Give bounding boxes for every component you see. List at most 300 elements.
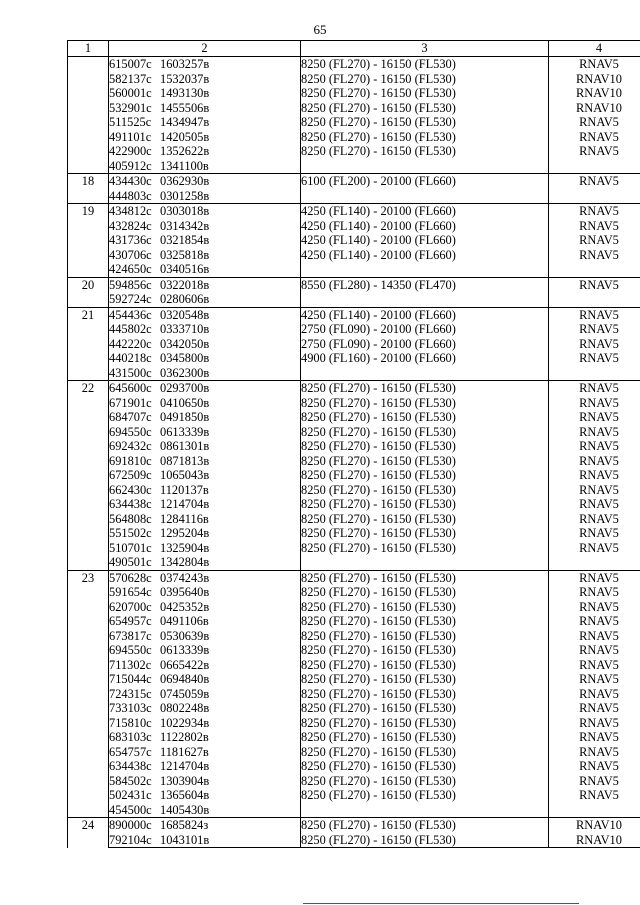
longitude: 1342804в bbox=[160, 555, 210, 569]
coordinates-cell bbox=[109, 233, 301, 248]
flight-levels: 8250 (FL270) - 16150 (FL530) bbox=[301, 130, 549, 145]
coordinates-cell bbox=[109, 262, 301, 277]
navigation-spec: RNAV5 bbox=[549, 643, 640, 658]
flight-levels: 8250 (FL270) - 16150 (FL530) bbox=[301, 643, 549, 658]
table-row bbox=[68, 410, 640, 425]
table-row bbox=[68, 292, 640, 307]
latitude: 671901с bbox=[109, 395, 152, 410]
flight-levels: 8250 (FL270) - 16150 (FL530) bbox=[301, 730, 549, 745]
column-header-3: 3 bbox=[301, 41, 549, 57]
flight-levels: 2750 (FL090) - 20100 (FL660) bbox=[301, 337, 549, 352]
column-header-4: 4 bbox=[549, 41, 640, 57]
latitude: 454436с bbox=[109, 307, 152, 322]
latitude: 634438с bbox=[109, 497, 152, 511]
latitude: 672509с bbox=[109, 468, 152, 482]
latitude: 432824с bbox=[109, 218, 152, 233]
latitude: 645600с bbox=[109, 381, 152, 395]
table-row bbox=[68, 526, 640, 541]
navigation-spec bbox=[549, 366, 640, 381]
longitude: 0293700в bbox=[160, 381, 210, 395]
route-number: 21 bbox=[68, 307, 109, 381]
navigation-spec: RNAV5 bbox=[549, 774, 640, 789]
flight-levels: 8250 (FL270) - 16150 (FL530) bbox=[301, 759, 549, 774]
longitude: 0342050в bbox=[160, 336, 210, 351]
latitude: 570628с bbox=[109, 570, 152, 585]
flight-levels: 8250 (FL270) - 16150 (FL530) bbox=[301, 483, 549, 498]
coordinates-cell bbox=[109, 307, 301, 322]
longitude: 1043101в bbox=[160, 832, 210, 847]
longitude: 0333710в bbox=[160, 322, 210, 336]
latitude: 510701с bbox=[109, 540, 152, 555]
coordinates-cell bbox=[109, 600, 301, 615]
longitude: 0314342в bbox=[160, 218, 210, 233]
flight-levels: 8250 (FL270) - 16150 (FL530) bbox=[301, 600, 549, 615]
navigation-spec: RNAV5 bbox=[549, 219, 640, 234]
navigation-spec: RNAV5 bbox=[549, 629, 640, 644]
table-body bbox=[68, 57, 640, 848]
navigation-spec bbox=[549, 262, 640, 277]
coordinates-cell bbox=[109, 381, 301, 396]
coordinates-cell bbox=[109, 439, 301, 454]
longitude: 1434947в bbox=[160, 115, 210, 129]
navigation-spec: RNAV10 bbox=[549, 833, 640, 848]
table-row bbox=[68, 483, 640, 498]
navigation-spec: RNAV5 bbox=[549, 570, 640, 585]
table-row bbox=[68, 101, 640, 116]
table-row bbox=[68, 381, 640, 396]
latitude: 560001с bbox=[109, 86, 152, 100]
navigation-spec: RNAV5 bbox=[549, 468, 640, 483]
table-row bbox=[68, 351, 640, 366]
longitude: 0861301в bbox=[160, 439, 210, 453]
flight-levels: 8250 (FL270) - 16150 (FL530) bbox=[301, 396, 549, 411]
coordinates-cell bbox=[109, 366, 301, 381]
navigation-spec: RNAV5 bbox=[549, 745, 640, 760]
latitude: 511525с bbox=[109, 115, 152, 129]
coordinates-cell bbox=[109, 86, 301, 101]
table-row bbox=[68, 262, 640, 277]
table-row bbox=[68, 512, 640, 527]
flight-levels: 8250 (FL270) - 16150 (FL530) bbox=[301, 144, 549, 159]
latitude: 592724с bbox=[109, 292, 152, 306]
table-row bbox=[68, 745, 640, 760]
flight-levels: 8250 (FL270) - 16150 (FL530) bbox=[301, 381, 549, 396]
longitude: 1295204в bbox=[160, 526, 210, 540]
longitude: 1120137в bbox=[160, 482, 209, 497]
navigation-spec: RNAV5 bbox=[549, 144, 640, 159]
navigation-spec bbox=[549, 803, 640, 818]
latitude: 715044с bbox=[109, 672, 152, 686]
latitude: 634438с bbox=[109, 759, 152, 773]
longitude: 0340516в bbox=[160, 262, 210, 276]
latitude: 615007с bbox=[109, 57, 152, 71]
longitude: 1420505в bbox=[160, 129, 210, 144]
flight-levels: 8250 (FL270) - 16150 (FL530) bbox=[301, 72, 549, 87]
longitude: 0374243в bbox=[160, 570, 210, 585]
latitude: 551502с bbox=[109, 526, 152, 540]
coordinates-cell bbox=[109, 410, 301, 425]
navigation-spec: RNAV5 bbox=[549, 115, 640, 130]
latitude: 440218с bbox=[109, 351, 152, 365]
coordinates-cell bbox=[109, 614, 301, 629]
coordinates-cell bbox=[109, 643, 301, 658]
latitude: 430706с bbox=[109, 247, 152, 262]
longitude: 0425352в bbox=[160, 599, 210, 614]
longitude: 0745059в bbox=[160, 686, 210, 701]
navigation-spec: RNAV5 bbox=[549, 130, 640, 145]
latitude: 422900с bbox=[109, 144, 152, 158]
longitude: 0410650в bbox=[160, 395, 210, 410]
flight-levels: 8250 (FL270) - 16150 (FL530) bbox=[301, 672, 549, 687]
navigation-spec: RNAV5 bbox=[549, 277, 640, 292]
navigation-spec: RNAV5 bbox=[549, 716, 640, 731]
navigation-spec: RNAV5 bbox=[549, 614, 640, 629]
navigation-spec: RNAV5 bbox=[549, 204, 640, 219]
latitude: 673817с bbox=[109, 628, 152, 643]
navigation-spec bbox=[549, 189, 640, 204]
flight-levels: 8250 (FL270) - 16150 (FL530) bbox=[301, 745, 549, 760]
table-row bbox=[68, 159, 640, 174]
coordinates-cell bbox=[109, 687, 301, 702]
flight-levels: 8250 (FL270) - 16150 (FL530) bbox=[301, 86, 549, 101]
coordinates-cell bbox=[109, 189, 301, 204]
route-number: 24 bbox=[68, 818, 109, 848]
table-row bbox=[68, 144, 640, 159]
coordinates-cell bbox=[109, 716, 301, 731]
table-row bbox=[68, 189, 640, 204]
latitude: 454500с bbox=[109, 802, 152, 817]
longitude: 0280606в bbox=[160, 292, 210, 306]
route-number: 22 bbox=[68, 381, 109, 571]
coordinates-cell bbox=[109, 570, 301, 585]
flight-levels: 4250 (FL140) - 20100 (FL660) bbox=[301, 307, 549, 322]
flight-levels: 8250 (FL270) - 16150 (FL530) bbox=[301, 101, 549, 116]
longitude: 0325818в bbox=[160, 247, 210, 262]
navigation-spec: RNAV5 bbox=[549, 454, 640, 469]
flight-levels: 4250 (FL140) - 20100 (FL660) bbox=[301, 233, 549, 248]
navigation-spec: RNAV5 bbox=[549, 759, 640, 774]
longitude: 0362930в bbox=[160, 174, 210, 188]
latitude: 662430с bbox=[109, 482, 152, 497]
latitude: 594856с bbox=[109, 277, 152, 292]
table-row bbox=[68, 277, 640, 292]
longitude: 1325904в bbox=[160, 540, 210, 555]
page-number: 65 bbox=[313, 22, 327, 37]
flight-levels: 8250 (FL270) - 16150 (FL530) bbox=[301, 614, 549, 629]
coordinates-cell bbox=[109, 658, 301, 673]
flight-levels: 8250 (FL270) - 16150 (FL530) bbox=[301, 658, 549, 673]
latitude: 564808с bbox=[109, 511, 152, 526]
navigation-spec: RNAV5 bbox=[549, 701, 640, 716]
flight-levels: 6100 (FL200) - 20100 (FL660) bbox=[301, 174, 549, 189]
coordinates-cell bbox=[109, 701, 301, 716]
coordinates-cell bbox=[109, 159, 301, 174]
table-row bbox=[68, 248, 640, 263]
navigation-spec: RNAV5 bbox=[549, 307, 640, 322]
navigation-spec bbox=[549, 159, 640, 174]
coordinates-cell bbox=[109, 337, 301, 352]
longitude: 1214704в bbox=[160, 497, 210, 511]
coordinates-cell bbox=[109, 351, 301, 366]
coordinates-cell bbox=[109, 818, 301, 833]
table-row bbox=[68, 130, 640, 145]
coordinates-cell bbox=[109, 57, 301, 72]
latitude: 502431с bbox=[109, 788, 152, 802]
table-row bbox=[68, 833, 640, 848]
coordinates-cell bbox=[109, 468, 301, 483]
flight-levels bbox=[301, 366, 549, 381]
coordinates-cell bbox=[109, 585, 301, 600]
table-row bbox=[68, 643, 640, 658]
latitude: 444803с bbox=[109, 188, 152, 203]
longitude: 0491106в bbox=[160, 614, 209, 628]
longitude: 1365604в bbox=[160, 788, 210, 802]
navigation-spec: RNAV5 bbox=[549, 788, 640, 803]
table-row bbox=[68, 687, 640, 702]
table-row bbox=[68, 541, 640, 556]
flight-levels: 8250 (FL270) - 16150 (FL530) bbox=[301, 701, 549, 716]
route-number: 18 bbox=[68, 174, 109, 204]
table-row bbox=[68, 803, 640, 818]
table-row bbox=[68, 658, 640, 673]
navigation-spec: RNAV5 bbox=[549, 233, 640, 248]
navigation-spec: RNAV5 bbox=[549, 687, 640, 702]
table-row bbox=[68, 86, 640, 101]
table-row bbox=[68, 788, 640, 803]
flight-levels: 2750 (FL090) - 20100 (FL660) bbox=[301, 322, 549, 337]
table-row bbox=[68, 730, 640, 745]
table-row bbox=[68, 322, 640, 337]
longitude: 0694840в bbox=[160, 672, 210, 686]
latitude: 532901с bbox=[109, 100, 152, 115]
longitude: 0303018в bbox=[160, 204, 210, 218]
longitude: 1603257в bbox=[160, 57, 210, 71]
longitude: 1214704в bbox=[160, 759, 210, 773]
table-row bbox=[68, 555, 640, 570]
coordinates-cell bbox=[109, 759, 301, 774]
table-row bbox=[68, 774, 640, 789]
flight-levels: 4250 (FL140) - 20100 (FL660) bbox=[301, 219, 549, 234]
flight-levels: 8250 (FL270) - 16150 (FL530) bbox=[301, 115, 549, 130]
navigation-spec: RNAV5 bbox=[549, 396, 640, 411]
coordinates-cell bbox=[109, 115, 301, 130]
navigation-spec: RNAV5 bbox=[549, 526, 640, 541]
table-row bbox=[68, 672, 640, 687]
coordinates-cell bbox=[109, 833, 301, 848]
latitude: 724315с bbox=[109, 686, 152, 701]
flight-levels bbox=[301, 803, 549, 818]
table-row bbox=[68, 570, 640, 585]
footer-divider bbox=[303, 903, 579, 904]
table-row bbox=[68, 468, 640, 483]
latitude: 490501с bbox=[109, 555, 152, 569]
flight-levels: 8250 (FL270) - 16150 (FL530) bbox=[301, 687, 549, 702]
flight-levels bbox=[301, 159, 549, 174]
table-row bbox=[68, 307, 640, 322]
coordinates-cell bbox=[109, 774, 301, 789]
navigation-spec: RNAV5 bbox=[549, 585, 640, 600]
longitude: 1122802в bbox=[160, 730, 209, 744]
table-row bbox=[68, 585, 640, 600]
column-header-1: 1 bbox=[68, 41, 109, 57]
table-row bbox=[68, 204, 640, 219]
longitude: 0395640в bbox=[160, 585, 210, 599]
flight-levels: 8250 (FL270) - 16150 (FL530) bbox=[301, 788, 549, 803]
flight-levels: 8250 (FL270) - 16150 (FL530) bbox=[301, 541, 549, 556]
coordinates-cell bbox=[109, 425, 301, 440]
navigation-spec: RNAV10 bbox=[549, 86, 640, 101]
flight-levels bbox=[301, 555, 549, 570]
latitude: 442220с bbox=[109, 336, 152, 351]
navigation-spec: RNAV5 bbox=[549, 483, 640, 498]
latitude: 715810с bbox=[109, 715, 152, 730]
longitude: 1352622в bbox=[160, 144, 210, 158]
coordinates-cell bbox=[109, 803, 301, 818]
column-header-2: 2 bbox=[109, 41, 301, 57]
longitude: 0321854в bbox=[160, 233, 210, 247]
longitude: 0613339в bbox=[160, 424, 210, 439]
latitude: 445802с bbox=[109, 322, 152, 336]
longitude: 1455506в bbox=[160, 100, 210, 115]
table-row bbox=[68, 396, 640, 411]
coordinates-cell bbox=[109, 555, 301, 570]
longitude: 0345800в bbox=[160, 351, 210, 365]
navigation-spec: RNAV10 bbox=[549, 818, 640, 833]
navigation-spec: RNAV5 bbox=[549, 439, 640, 454]
latitude: 654757с bbox=[109, 744, 152, 759]
table-row bbox=[68, 497, 640, 512]
table-row bbox=[68, 600, 640, 615]
route-number: 23 bbox=[68, 570, 109, 818]
latitude: 792104с bbox=[109, 832, 152, 847]
flight-levels: 8250 (FL270) - 16150 (FL530) bbox=[301, 774, 549, 789]
latitude: 890000с bbox=[109, 818, 152, 832]
navigation-spec bbox=[549, 555, 640, 570]
longitude: 1303904в bbox=[160, 773, 210, 788]
flight-levels: 8250 (FL270) - 16150 (FL530) bbox=[301, 585, 549, 600]
table-row bbox=[68, 366, 640, 381]
table-row bbox=[68, 337, 640, 352]
flight-levels: 4250 (FL140) - 20100 (FL660) bbox=[301, 204, 549, 219]
longitude: 0530639в bbox=[160, 628, 210, 643]
navigation-spec: RNAV5 bbox=[549, 672, 640, 687]
coordinates-cell bbox=[109, 204, 301, 219]
flight-levels: 8250 (FL270) - 16150 (FL530) bbox=[301, 833, 549, 848]
latitude: 683103с bbox=[109, 730, 152, 744]
table-row bbox=[68, 425, 640, 440]
table-row bbox=[68, 174, 640, 189]
table-row bbox=[68, 454, 640, 469]
navigation-spec: RNAV5 bbox=[549, 174, 640, 189]
latitude: 582137с bbox=[109, 71, 152, 86]
longitude: 1181627в bbox=[160, 744, 209, 759]
navigation-spec bbox=[549, 292, 640, 307]
coordinates-cell bbox=[109, 512, 301, 527]
coordinates-cell bbox=[109, 248, 301, 263]
flight-levels: 8250 (FL270) - 16150 (FL530) bbox=[301, 526, 549, 541]
longitude: 0871813в bbox=[160, 453, 210, 468]
navigation-spec: RNAV5 bbox=[549, 600, 640, 615]
coordinates-cell bbox=[109, 629, 301, 644]
flight-levels: 4900 (FL160) - 20100 (FL660) bbox=[301, 351, 549, 366]
navigation-spec: RNAV5 bbox=[549, 337, 640, 352]
coordinates-cell bbox=[109, 219, 301, 234]
latitude: 434430с bbox=[109, 174, 152, 188]
latitude: 694550с bbox=[109, 424, 152, 439]
latitude: 654957с bbox=[109, 614, 152, 628]
longitude: 1022934в bbox=[160, 715, 210, 730]
flight-levels bbox=[301, 262, 549, 277]
longitude: 1341100в bbox=[160, 158, 209, 173]
latitude: 424650с bbox=[109, 262, 152, 276]
flight-levels: 4250 (FL140) - 20100 (FL660) bbox=[301, 248, 549, 263]
flight-levels: 8250 (FL270) - 16150 (FL530) bbox=[301, 468, 549, 483]
navigation-spec: RNAV5 bbox=[549, 512, 640, 527]
table-row bbox=[68, 57, 640, 72]
coordinates-cell bbox=[109, 788, 301, 803]
navigation-spec: RNAV10 bbox=[549, 101, 640, 116]
latitude: 431736с bbox=[109, 233, 152, 247]
longitude: 0362300в bbox=[160, 365, 210, 380]
flight-levels: 8250 (FL270) - 16150 (FL530) bbox=[301, 818, 549, 833]
latitude: 434812с bbox=[109, 204, 152, 218]
longitude: 1532037в bbox=[160, 71, 210, 86]
table-row bbox=[68, 219, 640, 234]
flight-levels: 8250 (FL270) - 16150 (FL530) bbox=[301, 410, 549, 425]
table-row bbox=[68, 629, 640, 644]
navigation-spec: RNAV5 bbox=[549, 57, 640, 72]
table-row bbox=[68, 115, 640, 130]
table-row bbox=[68, 72, 640, 87]
latitude: 620700с bbox=[109, 599, 152, 614]
table-row bbox=[68, 439, 640, 454]
coordinates-cell bbox=[109, 745, 301, 760]
coordinates-cell bbox=[109, 322, 301, 337]
table-row bbox=[68, 701, 640, 716]
navigation-spec: RNAV5 bbox=[549, 381, 640, 396]
latitude: 691810с bbox=[109, 453, 152, 468]
coordinates-cell bbox=[109, 483, 301, 498]
flight-levels: 8250 (FL270) - 16150 (FL530) bbox=[301, 454, 549, 469]
navigation-spec: RNAV5 bbox=[549, 425, 640, 440]
latitude: 431500с bbox=[109, 365, 152, 380]
coordinates-cell bbox=[109, 174, 301, 189]
longitude: 1405430в bbox=[160, 802, 210, 817]
navigation-spec: RNAV5 bbox=[549, 658, 640, 673]
navigation-spec: RNAV5 bbox=[549, 730, 640, 745]
latitude: 692432с bbox=[109, 439, 152, 453]
longitude: 0322018в bbox=[160, 277, 210, 292]
flight-levels: 8250 (FL270) - 16150 (FL530) bbox=[301, 716, 549, 731]
coordinates-cell bbox=[109, 101, 301, 116]
longitude: 0320548в bbox=[160, 307, 210, 322]
flight-levels: 8250 (FL270) - 16150 (FL530) bbox=[301, 425, 549, 440]
route-number: 19 bbox=[68, 204, 109, 278]
table-row bbox=[68, 818, 640, 833]
table-row bbox=[68, 759, 640, 774]
latitude: 711302с bbox=[109, 657, 152, 672]
coordinates-cell bbox=[109, 526, 301, 541]
longitude: 0613339в bbox=[160, 643, 210, 657]
coordinates-cell bbox=[109, 672, 301, 687]
table-row bbox=[68, 614, 640, 629]
longitude: 1685824з bbox=[160, 818, 209, 832]
longitude: 1493130в bbox=[160, 86, 210, 100]
navigation-spec: RNAV5 bbox=[549, 541, 640, 556]
latitude: 684707с bbox=[109, 410, 152, 424]
coordinates-cell bbox=[109, 130, 301, 145]
coordinates-cell bbox=[109, 144, 301, 159]
